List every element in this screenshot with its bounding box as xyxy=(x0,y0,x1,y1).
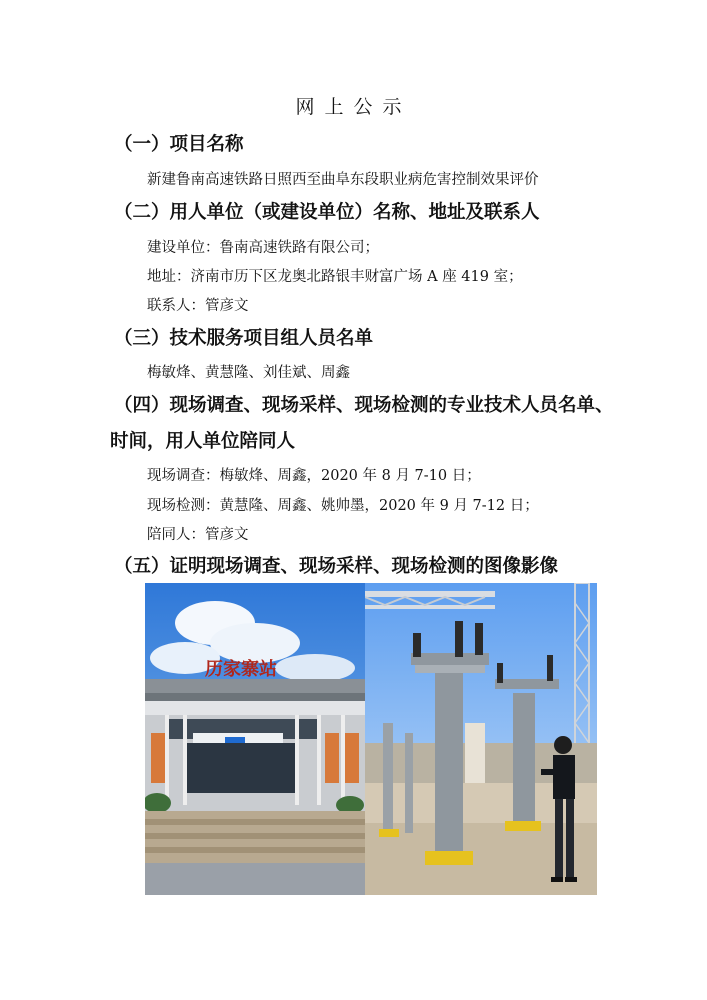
construction-unit: 建设单位：鲁南高速铁路有限公司； xyxy=(147,240,379,256)
escort-person: 陪同人：管彦文 xyxy=(147,527,249,543)
photo-strip xyxy=(145,583,597,895)
section-5-heading: （五）证明现场调查、现场采样、现场检测的图像影像 xyxy=(114,556,559,577)
section-3-heading: （三）技术服务项目组人员名单 xyxy=(114,328,374,349)
contact-person: 联系人：管彦文 xyxy=(147,298,249,314)
station-building-photo xyxy=(145,583,365,895)
section-1-heading: （一）项目名称 xyxy=(114,134,244,155)
project-name: 新建鲁南高速铁路日照西至曲阜东段职业病危害控制效果评价 xyxy=(147,172,539,188)
station-sign-text: 历家寨站 xyxy=(205,659,277,680)
section-4-heading: （四）现场调查、现场采样、现场检测的专业技术人员名单、 xyxy=(114,395,614,416)
section-2-heading: （二）用人单位（或建设单位）名称、地址及联系人 xyxy=(114,202,540,223)
page-title: 网上公示 xyxy=(295,96,412,118)
team-members: 梅敏烽、黄慧隆、刘佳斌、周鑫 xyxy=(147,365,350,381)
site-survey: 现场调查：梅敏烽、周鑫，2020 年 8 月 7-10 日； xyxy=(147,468,481,484)
site-testing: 现场检测：黄慧隆、周鑫、姚帅墨，2020 年 9 月 7-12 日； xyxy=(147,498,539,514)
address: 地址：济南市历下区龙奥北路银丰财富广场 A 座 419 室； xyxy=(147,269,523,285)
substation-equipment-photo xyxy=(365,583,597,895)
section-4-heading-cont: 时间，用人单位陪同人 xyxy=(110,431,296,452)
